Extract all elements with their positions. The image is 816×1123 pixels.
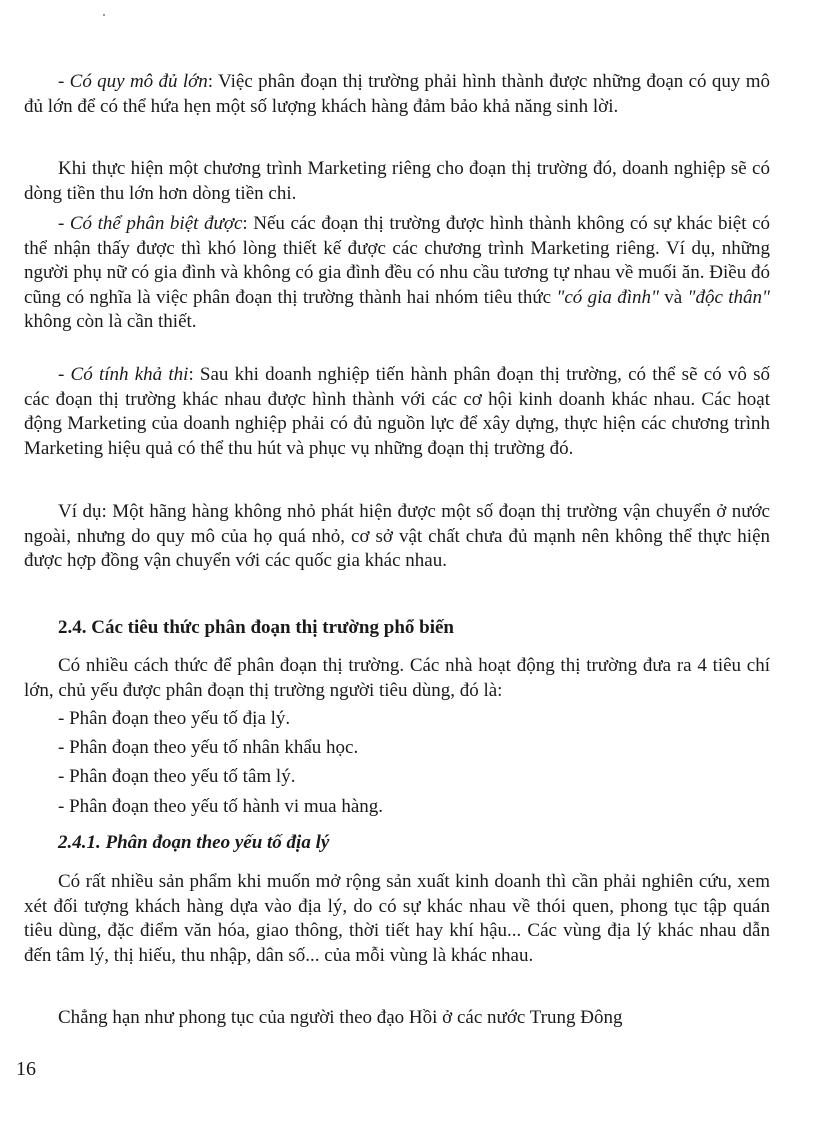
heading-2-4-1: 2.4.1. Phân đoạn theo yếu tố địa lý <box>58 832 330 853</box>
paragraph-text: : Sau khi doanh nghiệp tiến hành phân đoạn thị trường, có thể sẽ có vô số các đoạn thị trường khác nhau được hình thành với các cơ hội kinh doanh khác nhau. Các hoạt động Marketing của doanh nghiệp phải có đủ nguồn lực để xây dựng, thực hiện các chương trình Marketing hiệu quả có thể thu hút và phục vụ những đoạn thị trường đó. <box>24 364 770 459</box>
paragraph-text: Có rất nhiều sản phẩm khi muốn mở rộng sản xuất kinh doanh thì cần phải nghiên cứu, xem xét đối tượng khách hàng dựa vào địa lý, do có sự khác nhau về thói quen, phong tục tập quán tiêu dùng, đặc điểm văn hóa, giao thông, thời tiết hay khí hậu... Các vùng địa lý khác nhau dẫn đến tâm lý, thị hiếu, thu nhập, dân số... của mỗi vùng là khác nhau. <box>24 871 770 966</box>
paragraph-text: không còn là cần thiết. <box>24 311 197 333</box>
italic-lead: - Có thể phân biệt được <box>58 213 243 234</box>
quote-married: "có gia đình" <box>556 286 659 308</box>
italic-lead: - Có quy mô đủ lớn <box>58 71 208 92</box>
paragraph-text: Có nhiều cách thức để phân đoạn thị trường. Các nhà hoạt động thị trường đưa ra 4 tiêu chí lớn, chủ yếu được phân đoạn thị trường người tiêu dùng, đó là: <box>24 655 770 701</box>
paragraph-text: và <box>658 286 688 308</box>
paragraph-text: : Nếu các đoạn thị trường được hình thành không có sự khác biệt có thể nhận thấy được thì khó lòng thiết kế được các chương trình Marketing riêng. Ví dụ, những người phụ nữ có gia đình và không có gia đình đều có nhu cầu tương tự nhau về muối ăn. Điều đó cũng có nghĩa là việc phân đoạn thị trường thành hai nhóm tiêu thức <box>24 213 771 308</box>
quote-single: "độc thân" <box>687 286 771 308</box>
paragraph-cach-thuc <box>24 654 770 703</box>
list-item: - Phân đoạn theo yếu tố nhân khẩu học. <box>58 737 359 758</box>
list-item: - Phân đoạn theo yếu tố địa lý. <box>58 708 291 729</box>
italic-lead: - Có tính khả thi <box>58 364 189 385</box>
page-number: 16 <box>16 1058 36 1080</box>
paragraph-dong-tien <box>24 157 770 206</box>
paragraph-text: : Việc phân đoạn thị trường phải hình thành được những đoạn có quy mô đủ lớn để có thể hứa hẹn một số lượng khách hàng đảm bảo khả năng sinh lời. <box>24 71 770 117</box>
list-item: - Phân đoạn theo yếu tố hành vi mua hàng. <box>58 796 384 817</box>
paragraph-dia-ly <box>24 870 770 968</box>
heading-2-4: 2.4. Các tiêu thức phân đoạn thị trường phổ biến <box>58 617 454 638</box>
scan-speck <box>103 14 105 16</box>
paragraph-text: Chẳng hạn như phong tục của người theo đạo Hồi ở các nước Trung Đông <box>58 1007 623 1028</box>
paragraph-kha-thi <box>24 363 770 461</box>
paragraph-text: Khi thực hiện một chương trình Marketing riêng cho đoạn thị trường đó, doanh nghiệp sẽ có dòng tiền thu lớn hơn dòng tiền chi. <box>24 158 770 204</box>
paragraph-text: Ví dụ: Một hãng hàng không nhỏ phát hiện được một số đoạn thị trường vận chuyển ở nước ngoài, nhưng do quy mô của họ quá nhỏ, cơ sở vật chất chưa đủ mạnh nên không thể thực hiện được hợp đồng vận chuyển với các quốc gia khác nhau. <box>24 501 770 572</box>
list-item: - Phân đoạn theo yếu tố tâm lý. <box>58 766 296 787</box>
paragraph-trung-dong <box>24 1006 770 1031</box>
paragraph-quy-mo <box>24 70 770 119</box>
paragraph-phan-biet <box>24 212 770 335</box>
paragraph-vi-du <box>24 500 770 574</box>
